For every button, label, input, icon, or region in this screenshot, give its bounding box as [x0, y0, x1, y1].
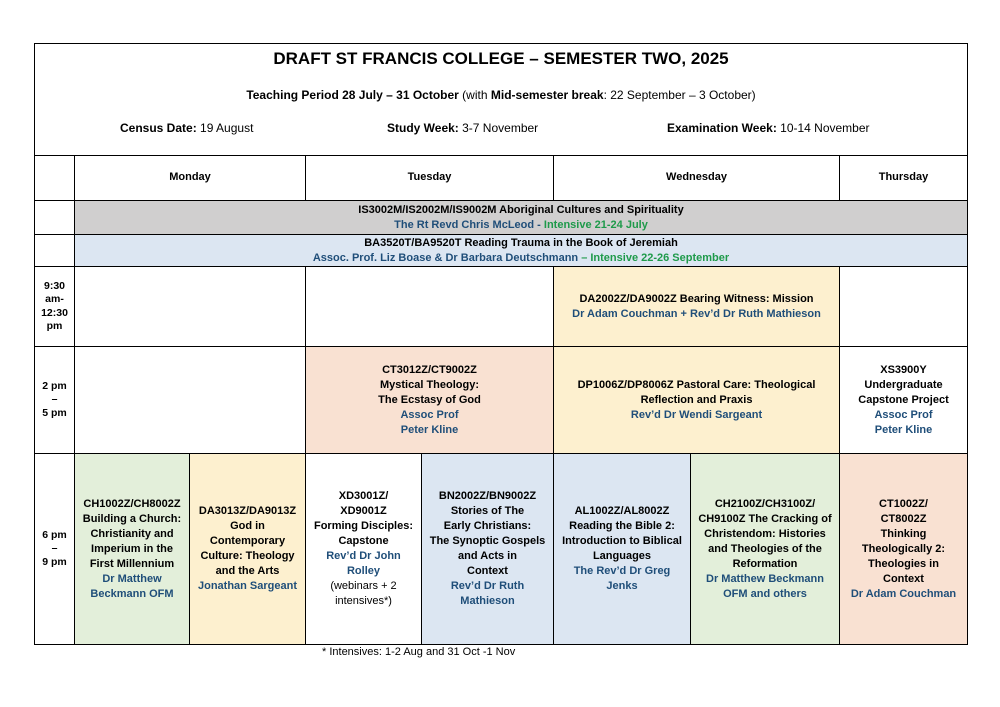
course-mystical-theology: CT3012Z/CT9002Z Mystical Theology: The Ecstasy of God Assoc Prof Peter Kline	[306, 347, 554, 454]
course-stories-early-christians: BN2002Z/BN9002Z Stories of The Early Christians: The Synoptic Gospels and Acts in Context Rev’d Dr Ruth Mathieson	[422, 454, 554, 644]
timetable-frame	[34, 43, 968, 645]
course-cracking-of-christendom: CH2100Z/CH3100Z/ CH9100Z The Cracking of Christendom: Histories and Theologies of the Reformation Dr Matthew Beckmann OFM and others	[691, 454, 840, 644]
time-cell-blank	[35, 201, 75, 235]
slot-monday-morning	[75, 267, 306, 347]
course-bearing-witness: DA2002Z/DA9002Z Bearing Witness: Mission Dr Adam Couchman + Rev’d Dr Ruth Mathieson	[554, 267, 840, 347]
examination-week: Examination Week: 10-14 November	[667, 121, 870, 135]
intensives-footnote: * Intensives: 1-2 Aug and 31 Oct -1 Nov	[322, 646, 516, 658]
course-pastoral-care: DP1006Z/DP8006Z Pastoral Care: Theological Reflection and Praxis Rev’d Dr Wendi Sargeant	[554, 347, 840, 454]
time-morning: 9:30 am- 12:30 pm	[35, 267, 75, 347]
time-afternoon: 2 pm – 5 pm	[35, 347, 75, 454]
corner-cell	[35, 155, 75, 201]
time-cell-blank	[35, 235, 75, 267]
page-title: DRAFT ST FRANCIS COLLEGE – SEMESTER TWO, 2025	[273, 49, 729, 68]
intensive-course-jeremiah: BA3520T/BA9520T Reading Trauma in the Book of Jeremiah Assoc. Prof. Liz Boase & Dr Barbara Deutschmann – Intensive 22-26 September	[75, 235, 967, 267]
course-forming-disciples: XD3001Z/ XD9001Z Forming Disciples: Capstone Rev’d Dr John Rolley (webinars + 2 intensives*)	[306, 454, 422, 644]
day-monday: Monday	[75, 155, 306, 201]
slot-monday-afternoon	[75, 347, 306, 454]
timetable-header	[35, 44, 967, 156]
study-week: Study Week: 3-7 November	[387, 121, 539, 135]
teaching-period: Teaching Period 28 July – 31 October (with Mid-semester break: 22 September – 3 October)	[246, 88, 756, 102]
slot-tuesday-morning	[306, 267, 554, 347]
census-date: Census Date: 19 August	[120, 121, 254, 135]
course-capstone-project: XS3900Y Undergraduate Capstone Project Assoc Prof Peter Kline	[840, 347, 967, 454]
intensive-course-aboriginal: IS3002M/IS2002M/IS9002M Aboriginal Cultures and Spirituality The Rt Revd Chris McLeod - Intensive 21-24 July	[75, 201, 967, 235]
course-god-in-contemporary-culture: DA3013Z/DA9013Z God in Contemporary Culture: Theology and the Arts Jonathan Sargeant	[190, 454, 306, 644]
course-building-a-church: CH1002Z/CH8002Z Building a Church: Christianity and Imperium in the First Millennium Dr Matthew Beckmann OFM	[75, 454, 190, 644]
day-wednesday: Wednesday	[554, 155, 840, 201]
time-evening: 6 pm – 9 pm	[35, 454, 75, 644]
slot-thursday-morning	[840, 267, 967, 347]
day-thursday: Thursday	[840, 155, 967, 201]
course-thinking-theologically: CT1002Z/ CT8002Z Thinking Theologically 2: Theologies in Context Dr Adam Couchman	[840, 454, 967, 644]
course-reading-the-bible: AL1002Z/AL8002Z Reading the Bible 2: Introduction to Biblical Languages The Rev’d Dr Greg Jenks	[554, 454, 691, 644]
day-tuesday: Tuesday	[306, 155, 554, 201]
